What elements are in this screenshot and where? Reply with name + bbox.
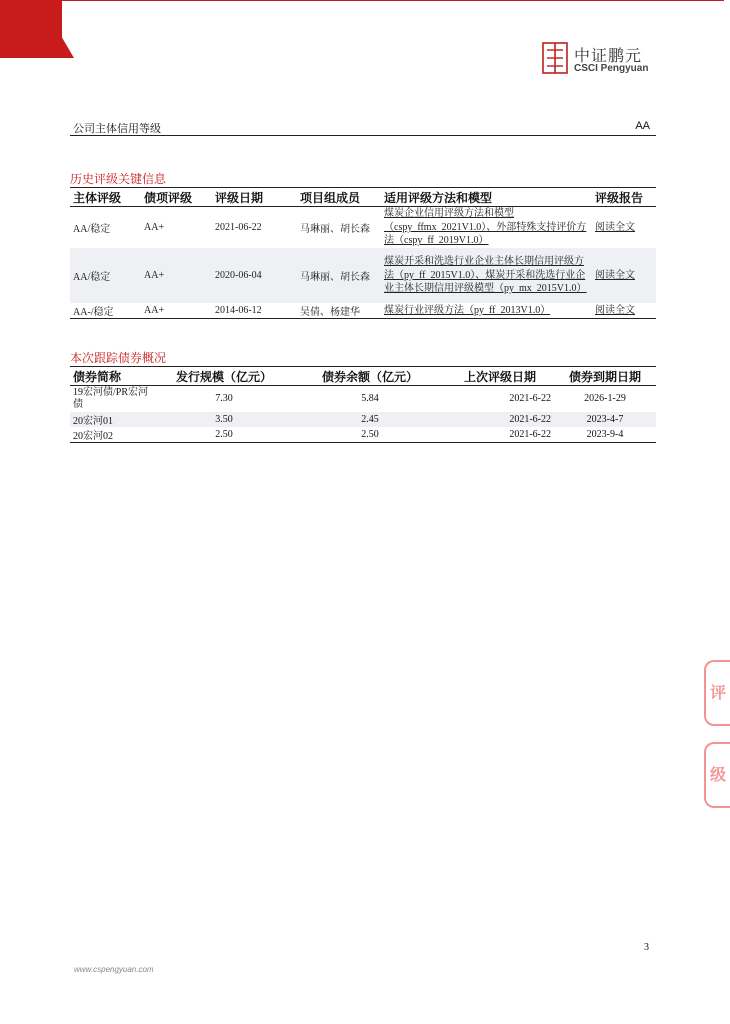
brand-logo-icon (542, 42, 568, 74)
method-link[interactable]: 煤炭开采和洗选行业企业主体长期信用评级方法（py_ff_2015V1.0）、煤炭开采和洗选行业企业主体长期信用评级模型（py_mx_2015V1.0） (381, 248, 592, 303)
table-row (70, 427, 656, 443)
entity-rating-value: AA (635, 120, 650, 132)
issuer-rating-cell: AA/稳定 (73, 224, 111, 235)
rating-date-cell: 2020-06-04 (212, 248, 297, 303)
bond-rating-cell: AA+ (144, 222, 165, 233)
column-header: 主体评级 (70, 188, 141, 207)
issue-size-cell: 7.30 (215, 393, 233, 404)
report-link[interactable]: 阅读全文 (595, 221, 635, 233)
table-header-row (70, 367, 656, 386)
header-rule (62, 0, 724, 1)
balance-cell: 5.84 (361, 393, 379, 404)
column-header: 评级报告 (592, 188, 656, 207)
table-row (70, 207, 656, 249)
column-header: 债项评级 (141, 188, 212, 207)
entity-rating-row (70, 120, 656, 136)
method-link[interactable]: 煤炭行业评级方法（py_ff_2013V1.0） (381, 303, 592, 319)
bonds-section-title: 本次跟踪债券概况 (70, 351, 167, 365)
team-cell: 马琳丽、胡长森 (300, 224, 370, 235)
bond-rating-cell: AA+ (141, 248, 212, 303)
report-link[interactable]: 阅读全文 (592, 248, 656, 303)
column-header: 适用评级方法和模型 (381, 188, 592, 207)
last-rating-date-cell: 2021-6-22 (509, 393, 551, 404)
column-header: 上次评级日期 (446, 367, 554, 386)
rating-history-table (70, 187, 656, 319)
issue-size-cell: 2.50 (154, 427, 294, 443)
issuer-rating-cell: AA/稳定 (70, 248, 141, 303)
bond-name-cell: 20宏河02 (70, 427, 154, 443)
method-link[interactable]: 煤炭企业信用评级方法和模型（cspy_ffmx_2021V1.0）、外部特殊支持评价方法（cspy_ff_2019V1.0） (384, 208, 587, 247)
rating-date-cell: 2014-06-12 (212, 303, 297, 319)
column-header: 发行规模（亿元） (154, 367, 294, 386)
page-number: 3 (644, 942, 649, 953)
team-cell: 马琳丽、胡长森 (297, 248, 381, 303)
seal-stamp-bottom: 级 (704, 742, 730, 808)
column-header: 债券余额（亿元） (294, 367, 446, 386)
balance-cell: 2.50 (294, 427, 446, 443)
balance-cell: 2.45 (294, 412, 446, 427)
table-row (70, 303, 656, 319)
bond-rating-cell: AA+ (141, 303, 212, 319)
table-row (70, 412, 656, 427)
footer-website: www.cspengyuan.com (74, 965, 154, 974)
brand-name-cn: 中证鹏元 (574, 46, 643, 65)
maturity-date-cell: 2023-9-4 (554, 427, 656, 443)
table-row (70, 386, 656, 413)
brand-name-en: CSCI Pengyuan (574, 63, 649, 74)
history-section-title: 历史评级关键信息 (70, 172, 167, 186)
seal-stamp-top: 评 (704, 660, 730, 726)
tracked-bonds-table (70, 366, 656, 443)
header-red-slash (40, 0, 74, 58)
column-header: 项目组成员 (297, 188, 381, 207)
maturity-date-cell: 2023-4-7 (554, 412, 656, 427)
rating-date-cell: 2021-06-22 (215, 222, 262, 233)
table-header-row (70, 188, 656, 207)
bond-name-cell: 20宏河01 (70, 412, 154, 427)
entity-rating-label: 公司主体信用等级 (73, 122, 161, 135)
last-rating-date-cell: 2021-6-22 (446, 412, 554, 427)
issuer-rating-cell: AA-/稳定 (70, 303, 141, 319)
column-header: 评级日期 (212, 188, 297, 207)
column-header: 债券简称 (70, 367, 154, 386)
table-row (70, 248, 656, 303)
maturity-date-cell: 2026-1-29 (584, 393, 626, 404)
bond-name-cell: 19宏河债/PR宏河债 (73, 387, 149, 410)
report-link[interactable]: 阅读全文 (592, 303, 656, 319)
team-cell: 吴倩、杨建华 (297, 303, 381, 319)
issue-size-cell: 3.50 (154, 412, 294, 427)
last-rating-date-cell: 2021-6-22 (446, 427, 554, 443)
column-header: 债券到期日期 (554, 367, 656, 386)
